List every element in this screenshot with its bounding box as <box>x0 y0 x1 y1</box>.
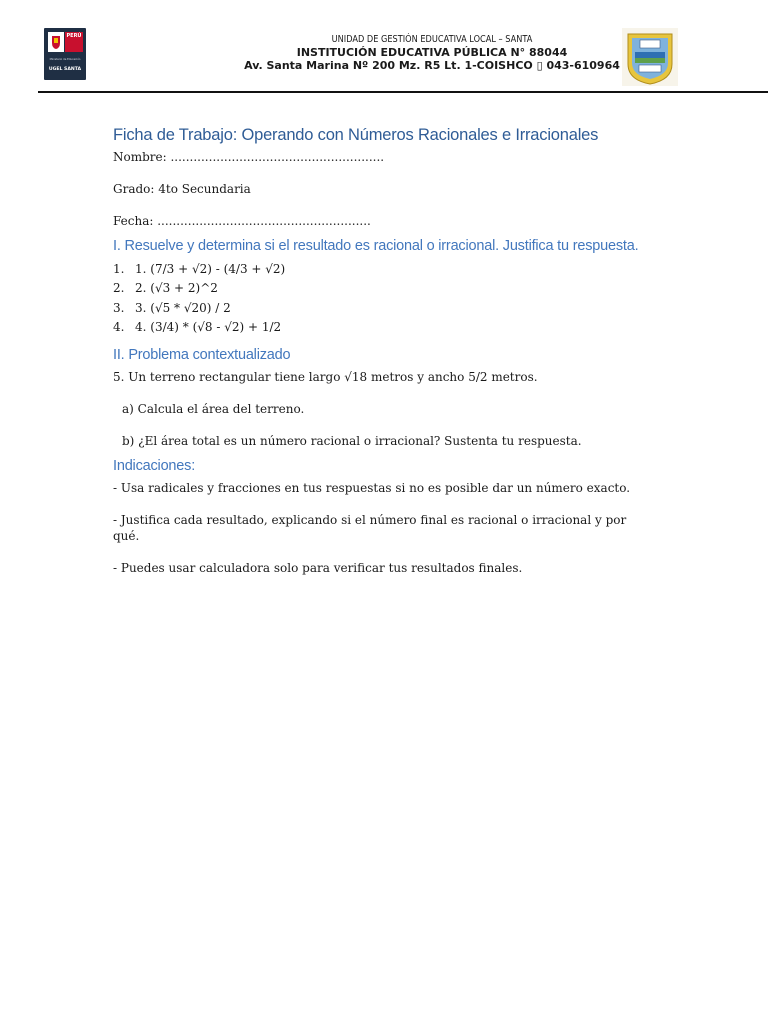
header-line-ugel: UNIDAD DE GESTIÓN EDUCATIVA LOCAL – SANTA <box>331 34 533 45</box>
problem-statement: 5. Un terreno rectangular tiene largo √18 metros y ancho 5/2 metros. <box>113 369 538 384</box>
list-item: 3. 3. (√5 * √20) / 2 <box>113 300 231 315</box>
section2-heading: II. Problema contextualizado <box>113 346 291 363</box>
ministry-label: Ministerio de Educación <box>49 58 81 61</box>
peru-label: PERÚ <box>65 32 83 52</box>
field-nombre: Nombre: ........................................................ <box>113 150 385 164</box>
field-fecha: Fecha: ........................................................ <box>113 214 371 228</box>
school-crest-logo <box>622 28 678 86</box>
header-text-block <box>230 33 634 79</box>
ugel-label: UGEL SANTA <box>48 67 82 72</box>
page-header <box>0 0 768 94</box>
list-item: 4. 4. (3/4) * (√8 - √2) + 1/2 <box>113 320 282 335</box>
instruction-item: - Usa radicales y fracciones en tus respuestas si no es posible dar un número exacto. <box>113 480 631 495</box>
section1-list <box>113 260 653 338</box>
section1-heading: I. Resuelve y determina si el resultado es racional o irracional. Justifica tu respuesta. <box>113 238 639 254</box>
worksheet-title: Ficha de Trabajo: Operando con Números Racionales e Irracionales <box>113 126 599 144</box>
header-line-address: Av. Santa Marina Nº 200 Mz. R5 Lt. 1-COISHCO ▯ 043-610964 <box>244 59 620 72</box>
list-item: 2. 2. (√3 + 2)^2 <box>113 281 218 296</box>
section3-heading: Indicaciones: <box>113 457 196 474</box>
instruction-item: - Puedes usar calculadora solo para verificar tus resultados finales. <box>113 560 523 575</box>
coat-of-arms-icon <box>48 32 64 52</box>
header-divider <box>38 91 768 93</box>
problem-part-a: a) Calcula el área del terreno. <box>122 401 305 416</box>
instruction-item: - Justifica cada resultado, explicando si el número final es racional o irracional y por qué. <box>113 512 627 543</box>
list-item: 1. 1. (7/3 + √2) - (4/3 + √2) <box>113 262 286 276</box>
minedu-ugel-logo <box>44 28 86 80</box>
header-line-school: INSTITUCIÓN EDUCATIVA PÚBLICA N° 88044 <box>296 46 568 59</box>
problem-part-b: b) ¿El área total es un número racional o irracional? Sustenta tu respuesta. <box>122 433 582 448</box>
field-grado: Grado: 4to Secundaria <box>113 182 251 196</box>
worksheet-body <box>113 124 653 576</box>
